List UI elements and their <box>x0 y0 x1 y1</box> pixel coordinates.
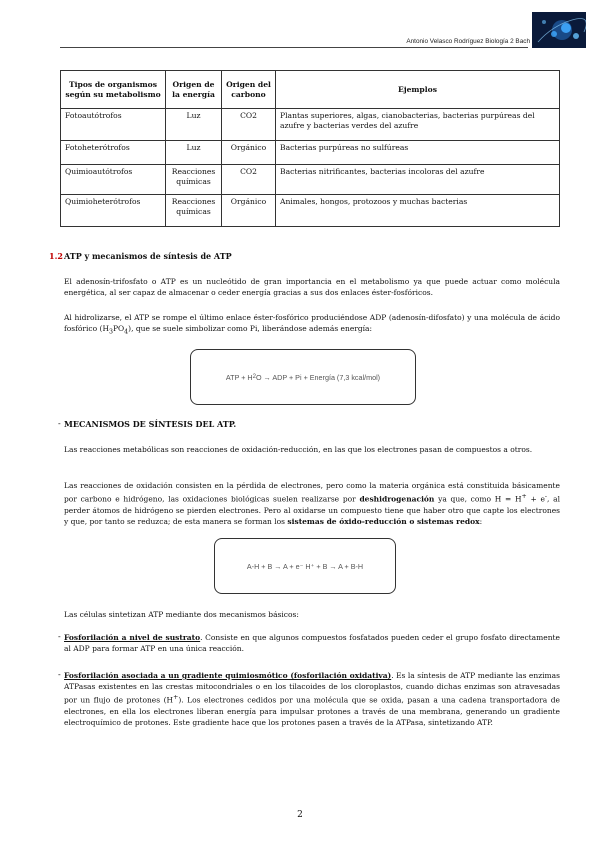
superscript: + <box>521 493 527 500</box>
text-run: ya que, como H = H <box>434 494 522 504</box>
table-cell: Plantas superiores, algas, cianobacterias, bacterias purpúreas del azufre y bacterias verdes del azufre <box>276 109 560 141</box>
bullet-oxidative-phosphorylation <box>64 670 560 728</box>
header-logo-image <box>532 12 586 48</box>
superscript: + <box>173 694 179 701</box>
table-header-row <box>61 71 560 109</box>
equation-text: ATP + H <box>225 372 253 382</box>
table-header-cell: Origen de la energía <box>166 71 222 109</box>
section-title: ATP y mecanismos de síntesis de ATP <box>64 251 232 261</box>
table-row <box>61 195 560 227</box>
text-run: PO <box>112 324 125 333</box>
paragraph-atp-synthesis: Las células sintetizan ATP mediante dos mecanismos básicos: <box>64 610 299 619</box>
subscript: 4 <box>124 328 129 336</box>
list-dash: - <box>58 419 61 428</box>
table-cell: CO2 <box>222 109 276 141</box>
bold-term: deshidrogenación <box>359 494 435 504</box>
bullet-title: Fosforilación a nivel de sustrato <box>64 633 201 642</box>
table-row <box>61 165 560 195</box>
list-dash: - <box>58 670 61 679</box>
table-cell: Reacciones químicas <box>166 195 222 227</box>
table-row <box>61 141 560 165</box>
table-header-cell: Origen del carbono <box>222 71 276 109</box>
paragraph-redox-intro: Las reacciones metabólicas son reacciones de oxidación-reducción, en las que los electrones pasan de compuestos a otros. <box>64 445 533 454</box>
equation-text: O → ADP + Pi + Energía (7,3 kcal/mol) <box>255 372 381 382</box>
text-run: : <box>479 516 483 526</box>
text-run: . Es la síntesis de ATP mediante las enzimas ATPasas existentes en las crestas mitocondriales o en los tilacoides de los cloroplastos, cuando dichas enzimas son atravesadas por un flujo de protones (H <box>64 671 560 705</box>
table-cell: Fotoheterótrofos <box>61 141 166 165</box>
table-cell: Bacterias nitrificantes, bacterias incoloras del azufre <box>276 165 560 195</box>
text-run: . Consiste en que algunos compuestos fosfatados pueden ceder el grupo fosfato directamente al ADP para formar ATP en una única reacción. <box>64 633 560 653</box>
table-cell: CO2 <box>222 165 276 195</box>
table-cell: Quimioheterótrofos <box>61 195 166 227</box>
table-cell: Animales, hongos, protozoos y muchas bacterias <box>276 195 560 227</box>
text-run: Las reacciones de oxidación consisten en la pérdida de electrones, pero como la materia orgánica está constituida básicamente por carbono e hidrógeno, las oxidaciones biológicas suelen realizarse por <box>64 481 560 504</box>
section-number: 1.2 <box>49 251 63 261</box>
table-header-cell: Tipos de organismos según su metabolismo <box>61 71 166 109</box>
subscript: 3 <box>108 328 113 336</box>
text-run: ), que se suele simbolizar como Pi, liberándose además energía: <box>128 324 373 333</box>
subsection-title: MECANISMOS DE SÍNTESIS DEL ATP. <box>64 419 237 429</box>
bullet-title: Fosforilación asociada a un gradiente quimiosmótico (fosforilación oxidativa) <box>64 671 392 680</box>
table-cell: Fotoautótrofos <box>61 109 166 141</box>
bullet-substrate-phosphorylation <box>64 632 560 654</box>
text-run: ). Los electrones cedidos por una molécula que se oxida, pasan a una cadena transportadora de electrones, en ella los electrones liberan energía para impulsar protones a través de una membrana, generando un gradiente electroquímico de protones. Este gradiente hace que los protones pasen a través de la ATPasa, sintetizando ATP. <box>64 695 560 727</box>
text-run: + e <box>526 494 545 504</box>
table-cell: Reacciones químicas <box>166 165 222 195</box>
table-cell: Orgánico <box>222 141 276 165</box>
page-number: 2 <box>297 810 303 820</box>
table-cell: Bacterias purpúreas no sulfúreas <box>276 141 560 165</box>
bold-term: sistemas de óxido-reducción o sistemas redox <box>287 516 480 526</box>
equation-redox: A-H + B → A + e⁻ H⁺ + B → A + B-H <box>214 538 396 594</box>
header-author: Antonio Velasco Rodríguez Biología 2 Bach <box>406 38 530 45</box>
table-row <box>61 109 560 141</box>
list-dash: - <box>58 632 61 641</box>
table-cell: Quimioautótrofos <box>61 165 166 195</box>
text-run: Al hidrolizarse, el ATP se rompe el último enlace éster-fosfórico produciéndose ADP (adenosín-difosfato) y una molécula de ácido fosfórico (H <box>64 313 560 333</box>
table-cell: Orgánico <box>222 195 276 227</box>
equation-atp-hydrolysis <box>190 349 416 405</box>
metabolism-table <box>60 70 560 227</box>
paragraph-atp-hydrolysis <box>64 312 560 338</box>
paragraph-oxidation <box>64 480 560 527</box>
table-cell: Luz <box>166 109 222 141</box>
text-run: , al perder átomos de hidrógeno se pierden electrones. Pero al oxidarse un compuesto tiene que haber otro que capte los electrones y que, por tanto se reduzca; de esta manera se forman los <box>64 494 560 526</box>
subscript: 2 <box>252 374 256 380</box>
superscript: - <box>544 493 548 500</box>
table-cell: Luz <box>166 141 222 165</box>
table-header-cell: Ejemplos <box>276 71 560 109</box>
header-rule <box>60 47 528 48</box>
paragraph-atp-intro: El adenosín-trifosfato o ATP es un nucleótido de gran importancia en el metabolismo ya que puede actuar como molécula energética, al ser capaz de almacenar o ceder energía gracias a sus dos enlaces éster-fosfóricos. <box>64 277 560 297</box>
